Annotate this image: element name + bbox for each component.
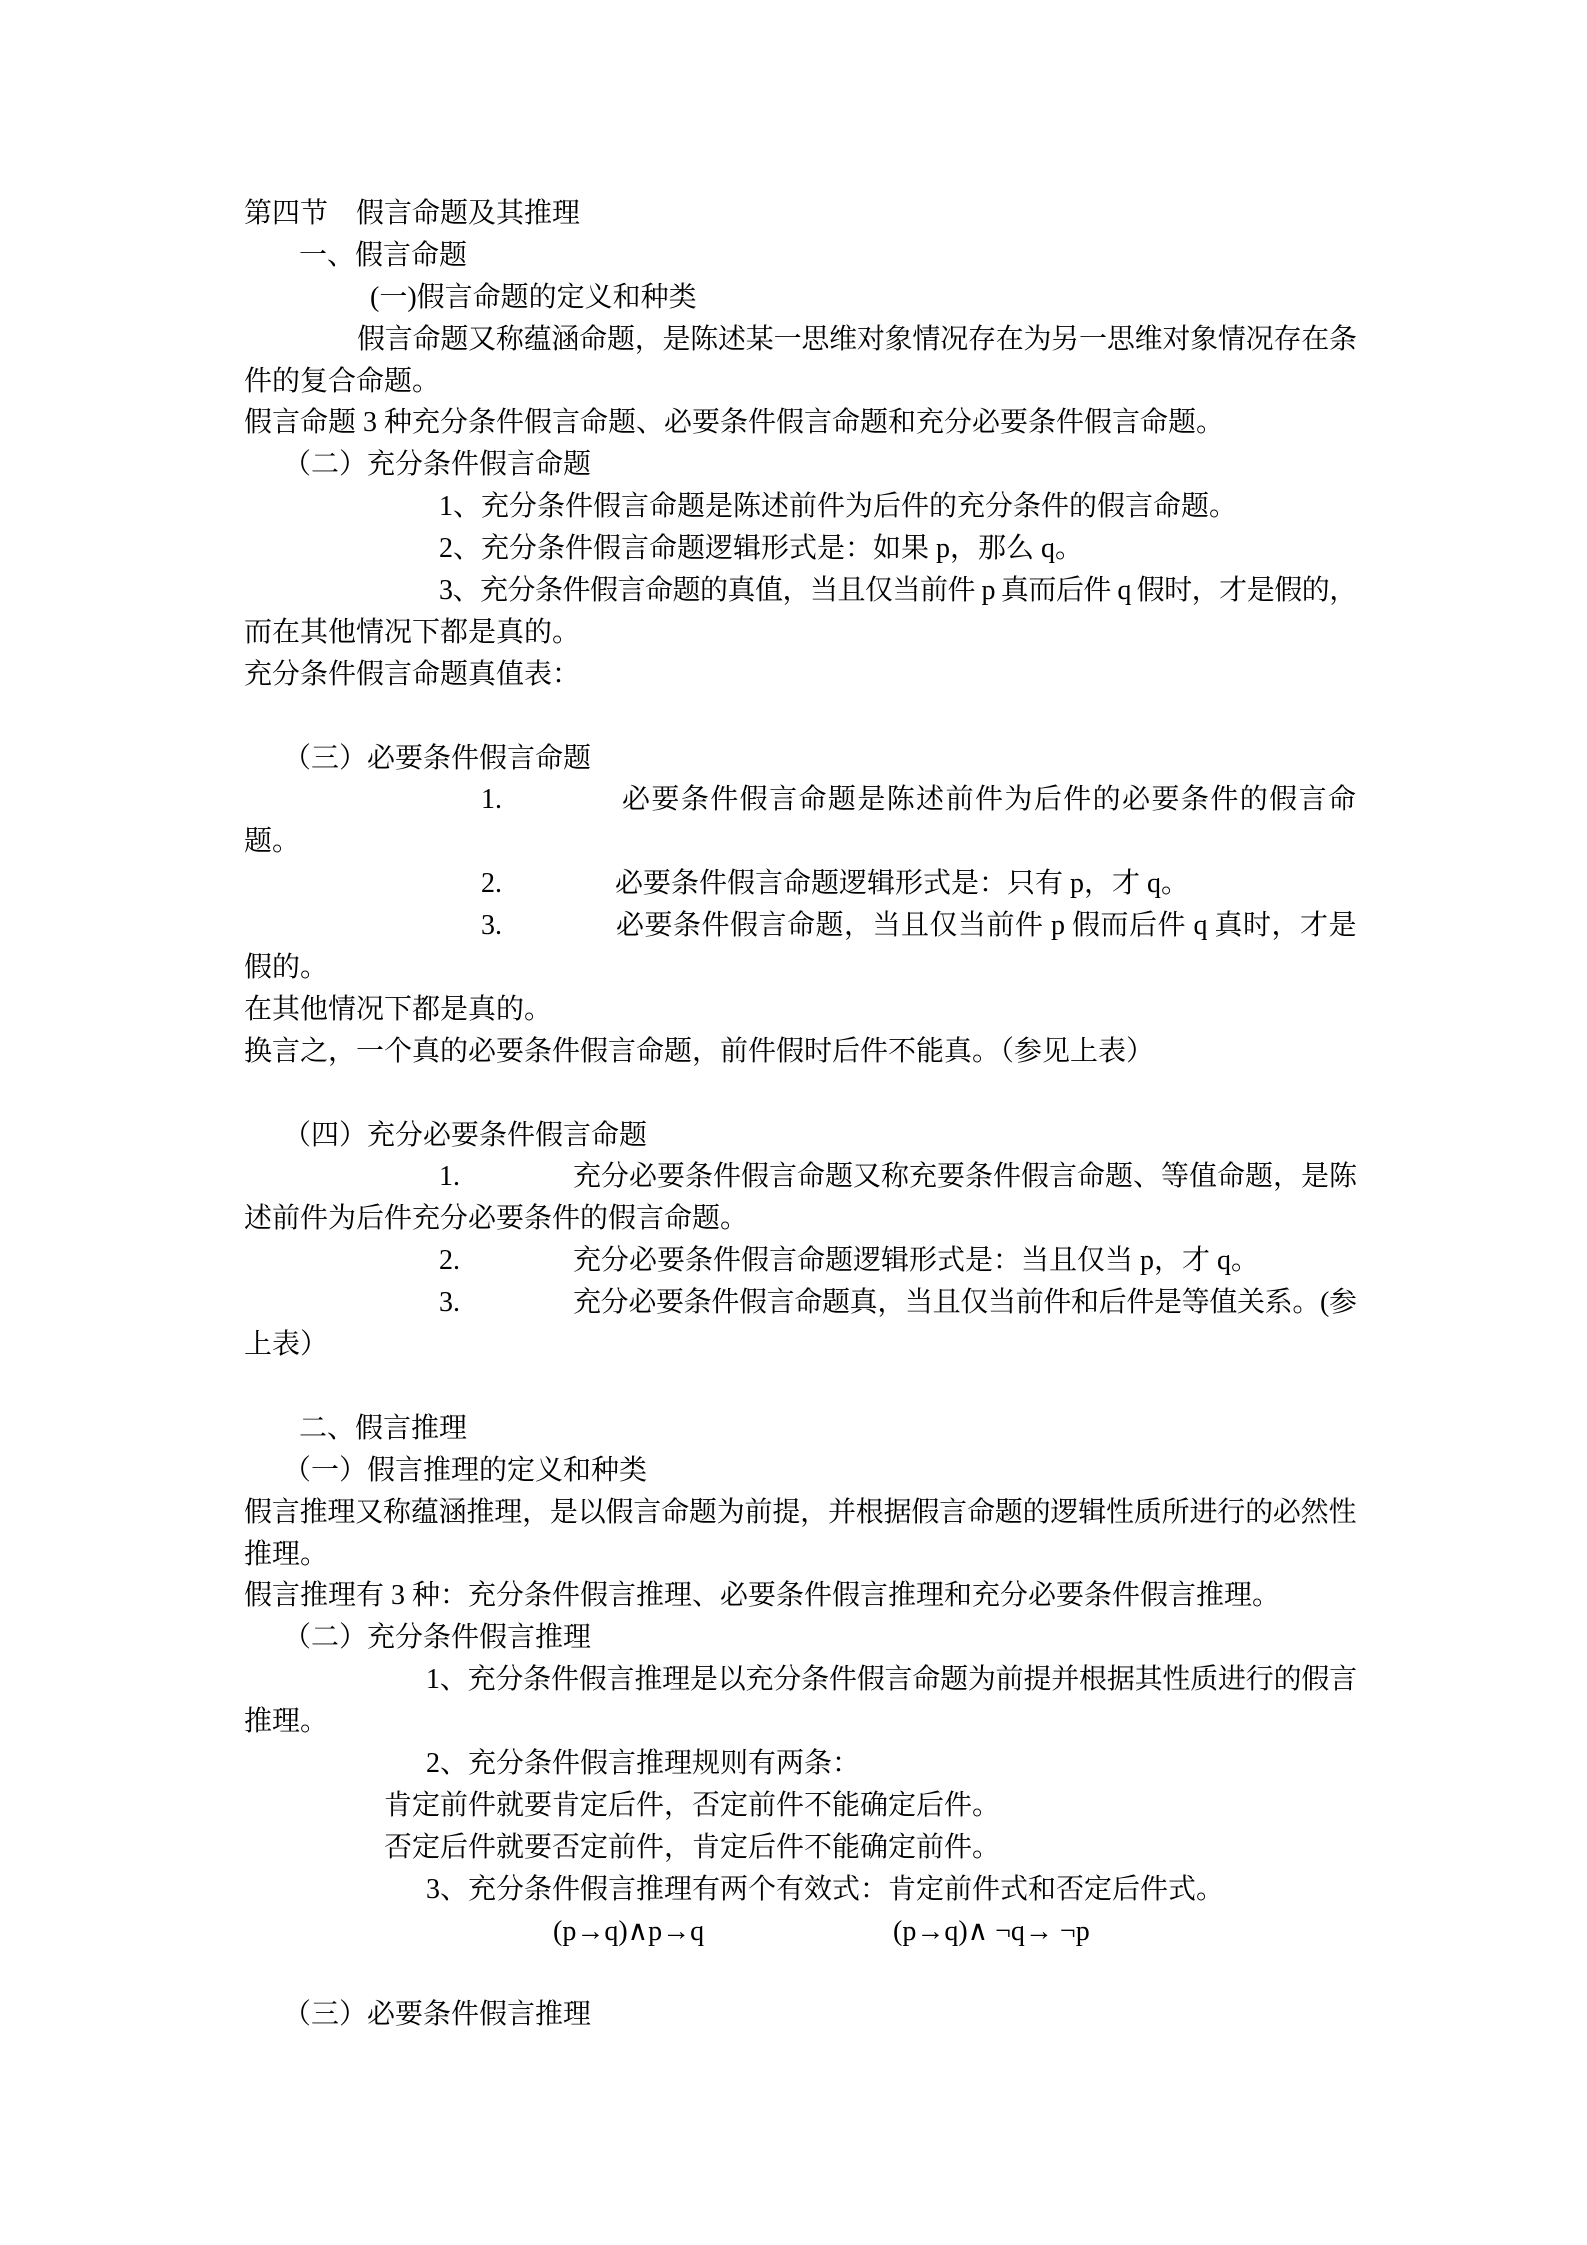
list-item — [244, 1282, 1356, 1324]
item-text: 必要条件假言命题是陈述前件为后件的必要条件的假言命 — [622, 784, 1356, 816]
list-item: 2、充分条件假言推理规则有两条： — [426, 1747, 861, 1779]
item-marker: 2. — [481, 868, 502, 900]
list-item: 2、充分条件假言命题逻辑形式是：如果 p，那么 q。 — [439, 533, 1084, 565]
types-line: 假言推理有 3 种：充分条件假言推理、必要条件假言推理和充分必要条件假言推理。 — [244, 1580, 1281, 1612]
note-line: 换言之，一个真的必要条件假言命题，前件假时后件不能真。（参见上表） — [244, 1035, 1155, 1067]
subsection-heading-inference-definition-types: （一）假言推理的定义和种类 — [283, 1454, 648, 1486]
note-line: 在其他情况下都是真的。 — [244, 993, 553, 1025]
subsection-heading-sufficient-necessary-condition: （四）充分必要条件假言命题 — [283, 1119, 648, 1151]
blank-line — [244, 1073, 1356, 1115]
definition-line: 件的复合命题。 — [244, 365, 441, 397]
item-text: 充分必要条件假言命题真，当且仅当前件和后件是等值关系。(参 — [573, 1287, 1356, 1319]
item-text: 必要条件假言命题逻辑形式是：只有 p，才 q。 — [615, 868, 1190, 900]
types-line: 假言命题 3 种充分条件假言命题、必要条件假言命题和充分必要条件假言命题。 — [244, 407, 1225, 439]
blank-line — [244, 1366, 1356, 1408]
definition-line: 假言推理又称蕴涵推理，是以假言命题为前提，并根据假言命题的逻辑性质所进行的必然性 — [244, 1496, 1356, 1528]
subsection-heading-definition-types: (一)假言命题的定义和种类 — [370, 281, 697, 313]
list-item-continuation: 推理。 — [244, 1706, 329, 1738]
subsection-heading-sufficient-inference: （二）充分条件假言推理 — [283, 1622, 592, 1654]
list-item: 3、充分条件假言命题的真值，当且仅当前件 p 真而后件 q 假时，才是假的， — [439, 575, 1356, 607]
blank-line — [244, 1952, 1356, 1994]
item-marker: 3. — [439, 1287, 460, 1319]
item-text: 充分必要条件假言命题逻辑形式是：当且仅当 p，才 q。 — [573, 1245, 1260, 1277]
list-item — [244, 905, 1356, 947]
truth-table-caption: 充分条件假言命题真值表： — [244, 658, 581, 690]
section-title: 第四节 假言命题及其推理 — [244, 198, 581, 229]
list-item-continuation: 述前件为后件充分必要条件的假言命题。 — [244, 1203, 749, 1235]
blank-line — [244, 696, 1356, 738]
list-item — [244, 1240, 1356, 1282]
formula-affirming-antecedent: (p→q)∧p→q — [553, 1915, 705, 1947]
list-item: 1、充分条件假言命题是陈述前件为后件的充分条件的假言命题。 — [439, 491, 1238, 523]
list-item — [244, 1156, 1356, 1198]
part-heading-hypothetical-proposition: 一、假言命题 — [299, 239, 468, 271]
formula-denying-consequent: (p→q)∧ ¬q→ ¬p — [893, 1915, 1090, 1947]
definition-line: 推理。 — [244, 1538, 329, 1570]
item-text: 充分必要条件假言命题又称充要条件假言命题、等值命题，是陈 — [573, 1161, 1356, 1193]
formula-line — [244, 1911, 1356, 1953]
list-item: 1、充分条件假言推理是以充分条件假言命题为前提并根据其性质进行的假言 — [426, 1664, 1356, 1696]
item-marker: 1. — [481, 784, 502, 816]
definition-line: 假言命题又称蕴涵命题，是陈述某一思维对象情况存在为另一思维对象情况存在条 — [357, 323, 1356, 355]
subsection-heading-sufficient-condition: （二）充分条件假言命题 — [283, 449, 592, 481]
rule-line: 肯定前件就要肯定后件，否定前件不能确定后件。 — [384, 1789, 1001, 1821]
rule-line: 否定后件就要否定前件，肯定后件不能确定前件。 — [384, 1831, 1001, 1863]
list-item: 3、充分条件假言推理有两个有效式：肯定前件式和否定后件式。 — [426, 1873, 1225, 1905]
list-item-continuation: 而在其他情况下都是真的。 — [244, 616, 581, 648]
part-heading-hypothetical-inference: 二、假言推理 — [299, 1412, 468, 1444]
item-marker: 1. — [439, 1161, 460, 1193]
item-marker: 2. — [439, 1245, 460, 1277]
list-item-continuation: 上表） — [244, 1329, 329, 1361]
item-text: 必要条件假言命题，当且仅当前件 p 假而后件 q 真时，才是 — [616, 910, 1356, 942]
subsection-heading-necessary-inference: （三）必要条件假言推理 — [283, 1999, 592, 2031]
list-item — [244, 863, 1356, 905]
subsection-heading-necessary-condition: （三）必要条件假言命题 — [283, 742, 592, 774]
list-item-continuation: 假的。 — [244, 952, 329, 984]
document-body — [244, 193, 1356, 2036]
list-item — [244, 779, 1356, 821]
list-item-continuation: 题。 — [244, 826, 301, 858]
item-marker: 3. — [481, 910, 502, 942]
